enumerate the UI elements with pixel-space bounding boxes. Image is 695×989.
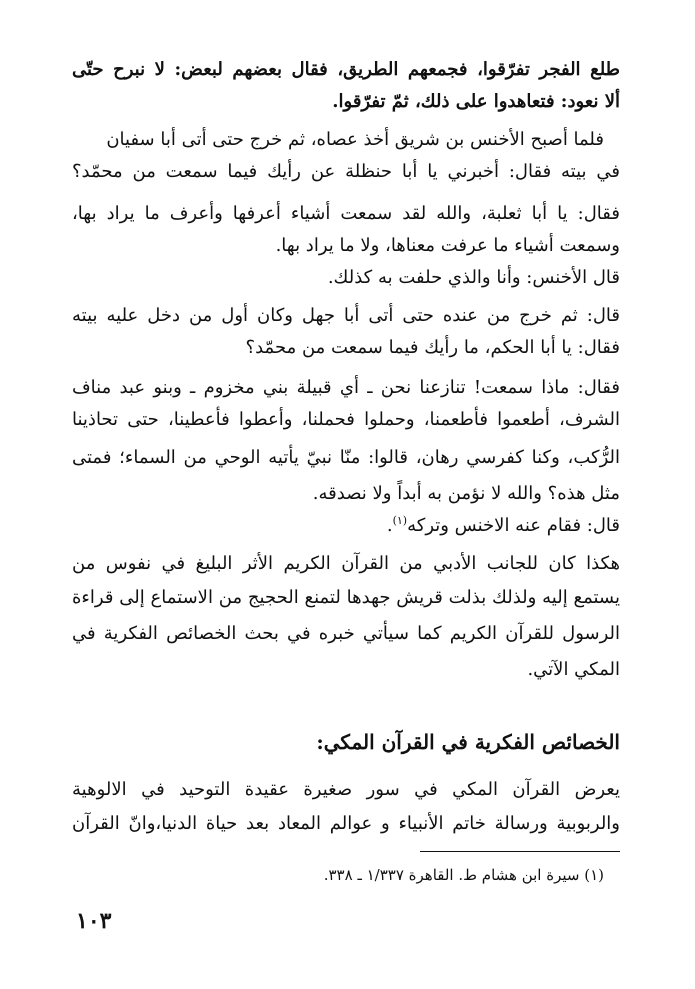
text-line xyxy=(72,510,620,542)
text-line: يعرض القرآن المكي في سور صغيرة عقيدة التوحيد في الالوهية xyxy=(72,779,620,800)
text-line: يستمع إليه ولذلك بذلت قريش جهدها لتمنع الحجيج من الاستماع إلى قراءة xyxy=(72,587,620,608)
page-number: ١٠٣ xyxy=(76,908,112,934)
text-line: فقال: يا أبا ثعلبة، والله لقد سمعت أشياء أعرفها وأعرف ما يراد بها، xyxy=(72,203,620,224)
text-line: وسمعت أشياء ما عرفت معناها، ولا ما يراد بها. xyxy=(275,235,620,256)
text-line: الرُّكب، وكنا كفرسي رهان، قالوا: منّا نبيّ يأتيه الوحي من السماء؛ فمتى xyxy=(72,447,620,468)
text-line: الشرف، أطعموا فأطعمنا، وحملوا فحملنا، وأعطوا فأعطينا، حتى تحاذينا xyxy=(72,409,620,430)
text-line: طلع الفجر تفرّقوا، فجمعهم الطريق، فقال بعضهم لبعض: لا نبرح حتّى xyxy=(72,59,620,80)
text-line-body: قال: فقام عنه الاخنس وتركه xyxy=(407,515,620,536)
text-line: مثل هذه؟ والله لا نؤمن به أبداً ولا نصدقه. xyxy=(312,483,620,504)
text-line: المكي الآتي. xyxy=(527,659,620,680)
text-line: قال: ثم خرج من عنده حتى أتى أبا جهل وكان أول من دخل عليه بيته xyxy=(72,305,620,326)
text-line: الرسول للقرآن الكريم كما سيأتي خبره في بحث الخصائص الفكرية في xyxy=(72,623,620,644)
footnote-divider xyxy=(420,851,620,852)
section-heading: الخصائص الفكرية في القرآن المكي: xyxy=(316,730,620,754)
text-line: فقال: ماذا سمعت! تنازعنا نحن ـ أي قبيلة بني مخزوم ـ وبنو عبد مناف xyxy=(72,377,620,398)
text-line: هكذا كان للجانب الأدبي من القرآن الكريم الأثر البليغ في نفوس من xyxy=(72,553,620,574)
footnote: (١) سيرة ابن هشام ط. القاهرة ١/٣٣٧ ـ ٣٣٨. xyxy=(323,866,604,884)
text-line: ألا نعود: فتعاهدوا على ذلك، ثمّ تفرّقوا. xyxy=(332,91,620,112)
footnote-reference: (١) xyxy=(392,514,408,527)
text-line: في بيته فقال: أخبرني يا أبا حنظلة عن رأيك فيما سمعت من محمّد؟ xyxy=(72,161,620,182)
text-line: قال الأخنس: وأنا والذي حلفت به كذلك. xyxy=(327,267,620,288)
period: . xyxy=(386,515,393,536)
text-line: والربوبية ورسالة خاتم الأنبياء و عوالم المعاد بعد حياة الدنيا،وانّ القرآن xyxy=(72,813,620,834)
text-line: فقال: يا أبا الحكم، ما رأيك فيما سمعت من محمّد؟ xyxy=(245,337,620,358)
text-line: فلما أصبح الأخنس بن شريق أخذ عصاه، ثم خرج حتى أتى أبا سفيان xyxy=(106,129,604,150)
